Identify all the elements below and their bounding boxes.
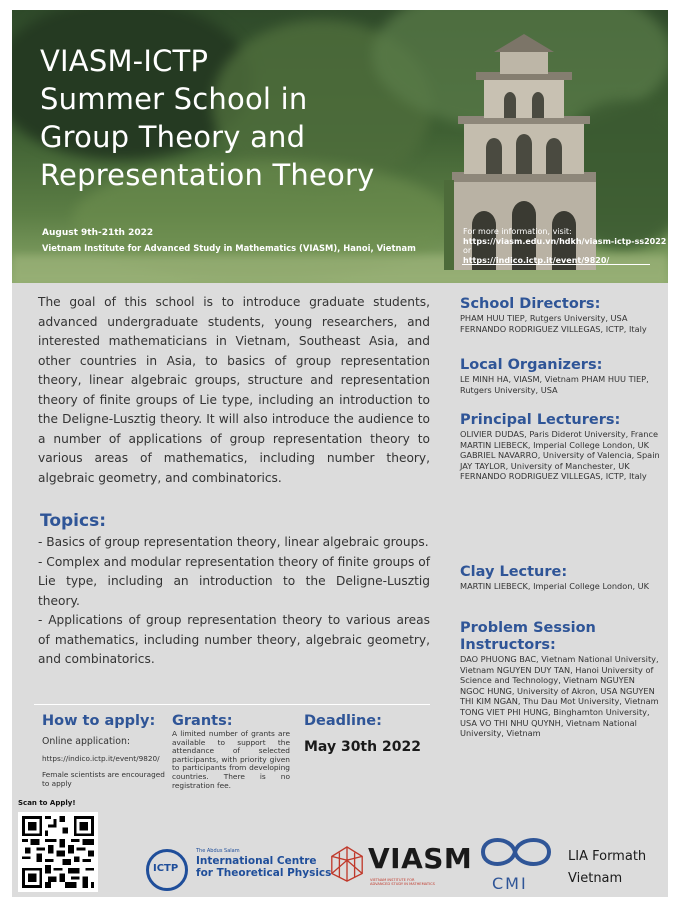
school-directors — [460, 296, 660, 334]
topics-heading: Topics: — [40, 511, 107, 531]
apply-link[interactable]: https://indico.ictp.it/event/9820/ — [42, 754, 160, 763]
clay-lecture-text: MARTIN LIEBECK, Imperial College London, UK — [460, 581, 650, 591]
local-organizers-text: LE MINH HA, VIASM, Vietnam PHAM HUU TIEP, Rutgers University, USA — [460, 374, 649, 395]
problem-session-text: DAO PHUONG BAC, Vietnam National University, Vietnam NGUYEN DUY TAN, Hanoi University of Science and Technology, Vietnam NGUYEN NGOC HUNG, University of Akron, USA NGUYEN THI KIM NGAN, Thu Dau Mot University, Vietnam TONG VIET PHI HUNG, Binghamton University, USA VO THI NHU QUYNH, Vietnam National University, Vietnam — [460, 654, 659, 739]
ictp-line: for Theoretical Physics — [196, 866, 332, 879]
deadline-heading: Deadline: — [304, 713, 382, 729]
clay-lecture-heading: Clay Lecture: — [460, 564, 568, 580]
cmi-swirl-icon — [475, 832, 557, 870]
ictp-small-text: The Abdus Salam — [196, 848, 240, 854]
grants-text: A limited number of grants are available to support the attendance of selected participants, with priority given to participants from developing countries. There is no registration fee. — [172, 729, 290, 790]
poster — [12, 10, 668, 897]
ictp-logo — [146, 844, 332, 894]
cmi-name: CMI — [492, 874, 528, 893]
local-organizers-heading: Local Organizers: — [460, 357, 603, 373]
title-line: Representation Theory — [40, 158, 375, 192]
problem-session — [460, 620, 660, 739]
info-or: or — [463, 246, 472, 255]
topic-item: - Complex and modular representation theory of finite groups of Lie type, including an introduction to the Deligne-Lusztig theory. — [38, 554, 430, 608]
topics-list — [38, 533, 430, 670]
info-label: For more information, visit: — [463, 227, 572, 236]
more-info — [463, 227, 667, 265]
title-line: Group Theory and — [40, 120, 306, 154]
event-dates: August 9th-21th 2022 — [42, 228, 154, 238]
principal-lecturers-heading: Principal Lecturers: — [460, 412, 621, 428]
lia-line: LIA Formath — [568, 849, 647, 864]
cmi-logo — [475, 832, 557, 894]
viasm-sub-line: VIETNAM INSTITUTE FOR — [370, 878, 415, 882]
topic-item: - Applications of group representation theory to various areas of mathematics, including number theory, algebraic geometry, and combinatorics. — [38, 613, 430, 666]
viasm-logo — [328, 842, 473, 894]
ictp-emblem — [146, 849, 188, 891]
section-divider — [34, 704, 430, 705]
event-venue: Vietnam Institute for Advanced Study in Mathematics (VIASM), Hanoi, Vietnam — [42, 243, 416, 253]
school-directors-text: PHAM HUU TIEP, Rutgers University, USA FERNANDO RODRIGUEZ VILLEGAS, ICTP, Italy — [460, 313, 647, 334]
scan-label: Scan to Apply! — [18, 799, 76, 807]
viasm-name: VIASM — [368, 842, 473, 875]
ictp-line: International Centre — [196, 855, 317, 867]
local-organizers — [460, 357, 660, 395]
title-line: VIASM-ICTP — [40, 44, 209, 78]
apply-note: Female scientists are encouraged to apply — [42, 770, 165, 788]
lia-line: Vietnam — [568, 871, 623, 886]
info-link-viasm[interactable]: https://viasm.edu.vn/hdkh/viasm-ictp-ss2022 — [463, 236, 667, 246]
qr-code[interactable] — [18, 812, 98, 892]
deadline-date: May 30th 2022 — [304, 739, 421, 755]
apply-heading: How to apply: — [42, 713, 156, 729]
principal-lecturers-text: OLIVIER DUDAS, Paris Diderot University, France MARTIN LIEBECK, Imperial College London, UK GABRIEL NAVARRO, University of Valencia, Spain JAY TAYLOR, University of Manchester, UK FERNANDO RODRIGUEZ VILLEGAS, ICTP, Italy — [460, 429, 660, 482]
info-link-indico[interactable]: https://indico.ictp.it/event/9820/ — [463, 255, 610, 265]
ictp-name — [196, 856, 331, 879]
intro-paragraph: The goal of this school is to introduce graduate students, advanced undergraduate students, young researchers, and interested mathematicians in Vietnam, Southeast Asia, and other countries in Asia, to basics of group representation theory, linear algebraic groups, structure and representation theory of finite groups of Lie type, including an introduction to the Deligne-Lusztig theory. It will also introduce the audience to a number of applications of group representation theory to various areas of mathematics, including number theory, algebraic geometry, and combinatorics. — [38, 295, 430, 485]
clay-lecture — [460, 564, 660, 592]
hero-divider — [462, 264, 650, 265]
lia-formath-logo — [568, 846, 646, 890]
viasm-subtitle — [370, 878, 435, 887]
school-title — [40, 42, 460, 194]
grants-heading: Grants: — [172, 713, 233, 729]
ictp-abbr: ICTP — [153, 863, 179, 874]
viasm-polyhedron-icon — [328, 844, 366, 884]
apply-online-label: Online application: — [42, 736, 131, 747]
principal-lecturers — [460, 412, 660, 482]
title-line: Summer School in — [40, 82, 308, 116]
school-directors-heading: School Directors: — [460, 296, 601, 312]
hero-banner — [12, 10, 668, 283]
viasm-sub-line: ADVANCED STUDY IN MATHEMATICS — [370, 882, 435, 887]
topic-item: - Basics of group representation theory, linear algebraic groups. — [38, 535, 429, 549]
problem-session-heading: Problem Session Instructors: — [460, 620, 596, 653]
